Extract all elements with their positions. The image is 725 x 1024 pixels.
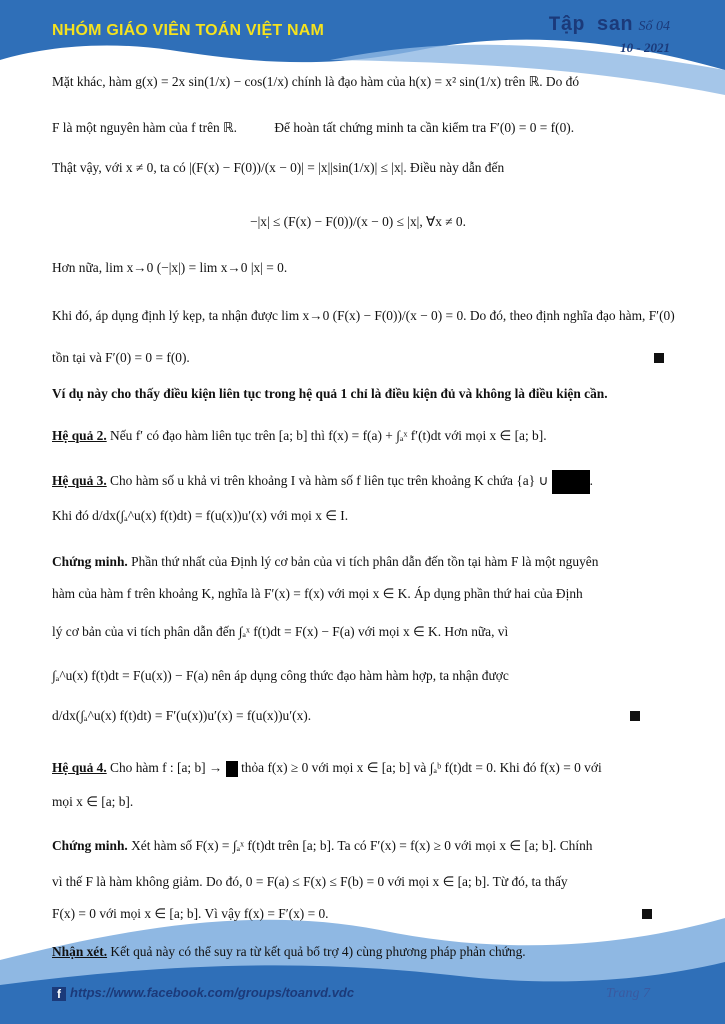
paragraph-line bbox=[52, 904, 664, 924]
paragraph-line: Thật vậy, với x ≠ 0, ta có |(F(x) − F(0))/(x − 0)| = |x||sin(1/x)| ≤ |x|. Điều này dẫn đến bbox=[52, 160, 505, 175]
paragraph-line: vì thế F là hàm không giảm. Do đó, 0 = F(a) ≤ F(x) ≤ F(b) = 0 với mọi x ∈ [a; b]. Từ đó, ta thấy bbox=[52, 874, 568, 889]
paragraph-line: mọi x ∈ [a; b]. bbox=[52, 794, 134, 809]
text-span: F là một nguyên hàm của f trên ℝ. bbox=[52, 120, 238, 135]
paragraph-line: Khi đó d/dx(∫ₐ^u(x) f(t)dt) = f(u(x))u′(x) với mọi x ∈ I. bbox=[52, 508, 349, 523]
corollary-body-cont: thỏa f(x) ≥ 0 với mọi x ∈ [a; b] và ∫ₐᵇ f(t)dt = 0. Khi đó f(x) = 0 với bbox=[237, 760, 602, 775]
corollary-body: Nếu f′ có đạo hàm liên tục trên [a; b] thì f(x) = f(a) + ∫ₐˣ f′(t)dt với mọi x ∈ [a; b]. bbox=[110, 428, 547, 443]
paragraph-line bbox=[52, 348, 664, 368]
paragraph-line: ∫ₐ^u(x) f(t)dt = F(u(x)) − F(a) nên áp dụng công thức đạo hàm hàm hợp, ta nhận được bbox=[52, 668, 509, 683]
facebook-icon: f bbox=[52, 987, 66, 1001]
redacted-block bbox=[226, 761, 238, 777]
note-body: Kết quả này có thể suy ra từ kết quả bổ trợ 4) cùng phương pháp phản chứng. bbox=[110, 944, 526, 959]
corollary-body: Cho hàm số u khả vi trên khoảng I và hàm số f liên tục trên khoảng K chứa {a} ∪ bbox=[110, 473, 549, 489]
text-span: Xét hàm số F(x) = ∫ₐˣ f(t)dt trên [a; b]. Ta có F′(x) = f(x) ≥ 0 với mọi x ∈ [a; b]. Chính bbox=[131, 838, 593, 853]
proof-title: Chứng minh. bbox=[52, 554, 128, 569]
display-equation: −|x| ≤ (F(x) − F(0))/(x − 0) ≤ |x|, ∀x ≠ 0. bbox=[250, 214, 466, 229]
paragraph-line: lý cơ bản của vi tích phân dẫn đến ∫ₐˣ f(t)dt = F(x) − F(a) với mọi x ∈ K. Hơn nữa, vì bbox=[52, 624, 509, 639]
paragraph-line: Khi đó, áp dụng định lý kẹp, ta nhận được lim x→0 (F(x) − F(0))/(x − 0) = 0. Do đó, theo định nghĩa đạo hàm, F′(0) bbox=[52, 308, 675, 323]
paragraph-line bbox=[52, 706, 664, 726]
page-number: Trang 7 bbox=[606, 986, 650, 1001]
text-span: Để hoàn tất chứng minh ta cần kiểm tra F′(0) = 0 = f(0). bbox=[274, 120, 575, 135]
issue-date: 10 - 2021 bbox=[620, 40, 670, 55]
corollary-title: Hệ quả 3. bbox=[52, 473, 107, 489]
text-span: d/dx(∫ₐ^u(x) f(t)dt) = F′(u(x))u′(x) = f(u(x))u′(x). bbox=[52, 708, 312, 723]
remark-bold: Ví dụ này cho thấy điều kiện liên tục trong hệ quả 1 chỉ là điều kiện đủ và không là điều kiện cần. bbox=[52, 386, 608, 401]
text-span: tồn tại và F′(0) = 0 = f(0). bbox=[52, 350, 190, 365]
facebook-group-link[interactable] bbox=[52, 985, 354, 1001]
qed-square-icon bbox=[642, 909, 652, 919]
paragraph-line: Hơn nữa, lim x→0 (−|x|) = lim x→0 |x| = 0. bbox=[52, 260, 288, 275]
corollary-3: Hệ quả 3. Cho hàm số u khả vi trên khoảng I và hàm số f liên tục trên khoảng K chứa {a} ∪ . bbox=[52, 470, 664, 494]
proof-1-line bbox=[52, 552, 664, 572]
journal-title: Tập san bbox=[548, 14, 633, 37]
proof-title: Chứng minh. bbox=[52, 838, 128, 853]
paragraph-line: Mặt khác, hàm g(x) = 2x sin(1/x) − cos(1/x) chính là đạo hàm của h(x) = x² sin(1/x) trên ℝ. Do đó bbox=[52, 74, 580, 89]
redacted-block bbox=[552, 470, 590, 494]
corollary-title: Hệ quả 4. bbox=[52, 760, 107, 775]
proof-2-line bbox=[52, 836, 664, 856]
corollary-body: Cho hàm f : [a; b] → bbox=[110, 760, 226, 775]
issue-number: Số 04 bbox=[638, 19, 670, 34]
note-line bbox=[52, 942, 664, 962]
qed-square-icon bbox=[654, 353, 664, 363]
note-title: Nhận xét. bbox=[52, 944, 108, 959]
paragraph-line: hàm của hàm f trên khoảng K, nghĩa là F′(x) = f(x) với mọi x ∈ K. Áp dụng phần thứ hai của Định bbox=[52, 586, 583, 601]
qed-square-icon bbox=[630, 711, 640, 721]
paragraph-line bbox=[52, 118, 664, 138]
group-name: NHÓM GIÁO VIÊN TOÁN VIỆT NAM bbox=[52, 22, 324, 39]
corollary-4 bbox=[52, 758, 664, 778]
footer-url: https://www.facebook.com/groups/toanvd.vdc bbox=[70, 985, 355, 1000]
corollary-title: Hệ quả 2. bbox=[52, 428, 107, 443]
journal-header bbox=[548, 14, 670, 56]
text-span: F(x) = 0 với mọi x ∈ [a; b]. Vì vậy f(x) = F′(x) = 0. bbox=[52, 906, 329, 921]
text-span: Phần thứ nhất của Định lý cơ bản của vi tích phân dẫn đến tồn tại hàm F là một nguyên bbox=[131, 554, 599, 569]
corollary-2 bbox=[52, 426, 664, 446]
